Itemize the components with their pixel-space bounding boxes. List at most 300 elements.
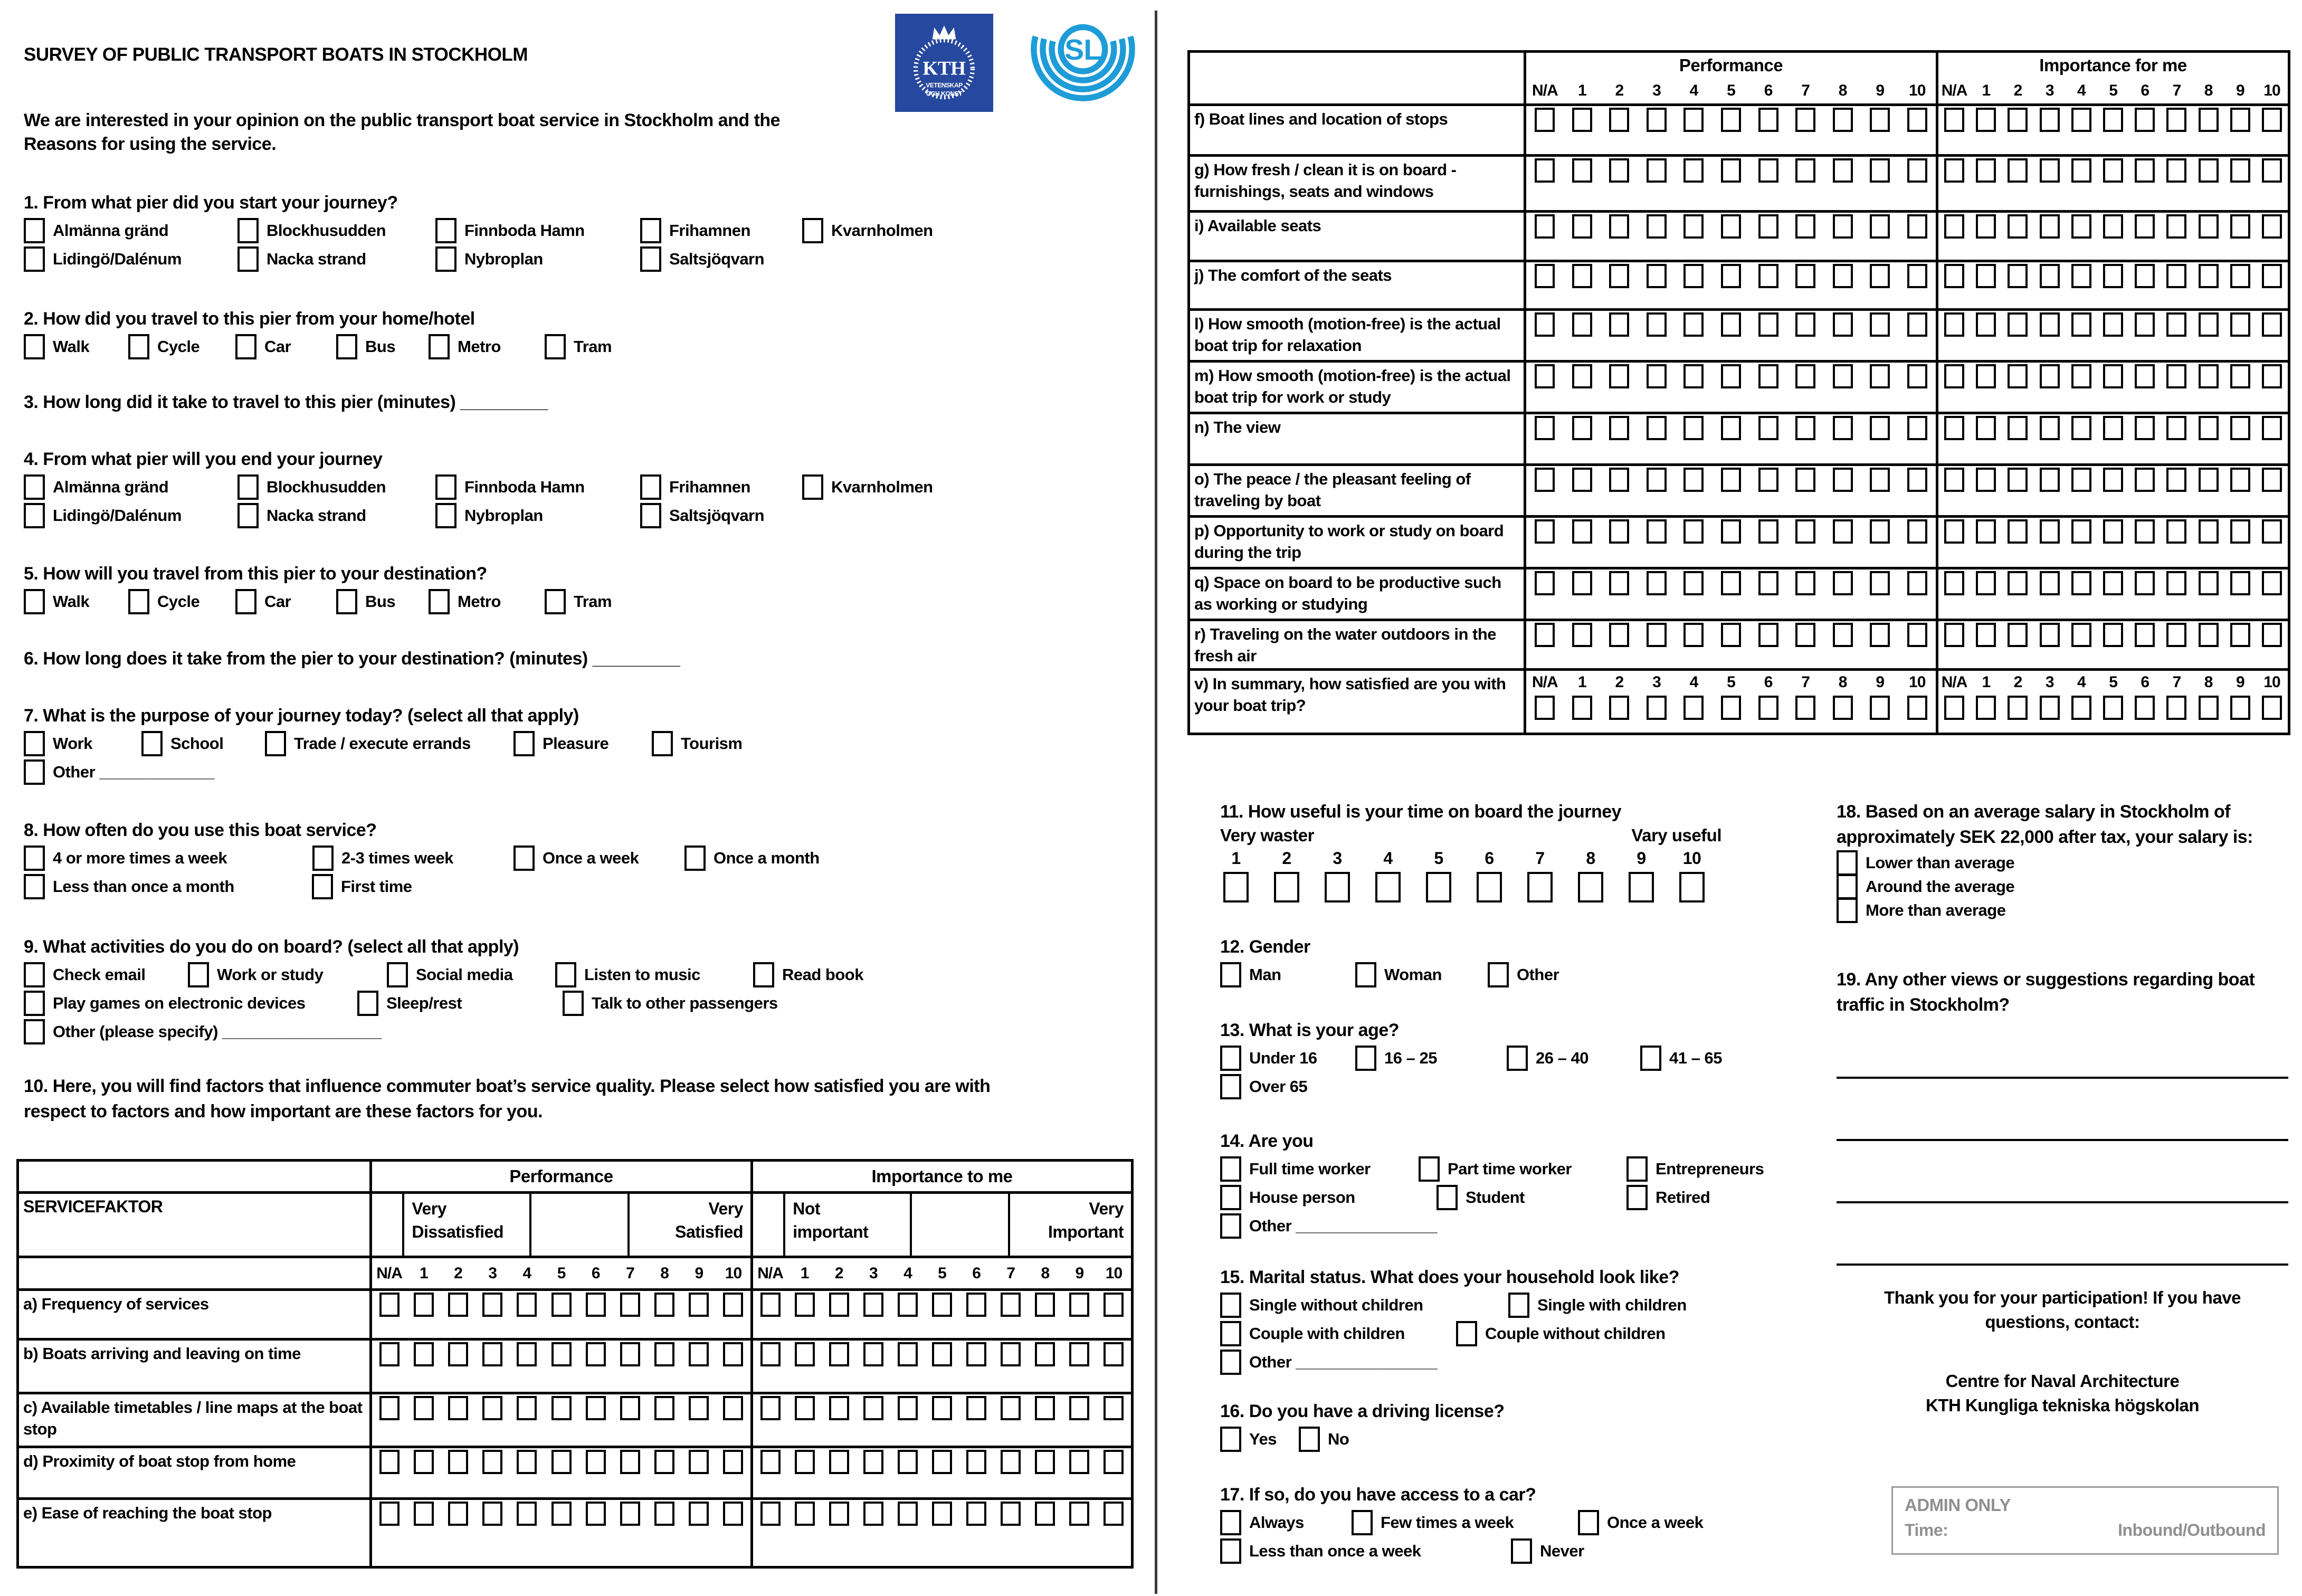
rating-checkbox-5[interactable] xyxy=(2103,214,2123,239)
rating-checkbox-8[interactable] xyxy=(654,1293,674,1317)
rating-checkbox-4[interactable] xyxy=(1683,158,1704,183)
rating-checkbox-7[interactable] xyxy=(1001,1293,1021,1317)
rating-checkbox-6[interactable] xyxy=(2135,623,2155,647)
rating-checkbox-2[interactable] xyxy=(1609,364,1629,388)
rating-checkbox-4[interactable] xyxy=(2071,264,2091,288)
rating-checkbox-10[interactable] xyxy=(2262,264,2282,288)
rating-checkbox-10[interactable] xyxy=(2262,623,2282,647)
rating-checkbox-9[interactable] xyxy=(2230,312,2250,337)
rating-checkbox-7[interactable] xyxy=(2166,696,2186,720)
rating-checkbox-6[interactable] xyxy=(1758,468,1778,492)
rating-checkbox-6[interactable] xyxy=(1758,364,1778,388)
checkbox-first-time[interactable] xyxy=(312,874,333,899)
rating-checkbox-2[interactable] xyxy=(829,1342,849,1366)
checkbox-tram[interactable] xyxy=(545,589,566,614)
checkbox-41-65[interactable] xyxy=(1640,1046,1661,1071)
rating-checkbox-2[interactable] xyxy=(2008,158,2028,183)
rating-checkbox-4[interactable] xyxy=(517,1502,537,1526)
checkbox-always[interactable] xyxy=(1220,1510,1241,1535)
rating-checkbox-7[interactable] xyxy=(1795,214,1815,239)
rating-checkbox-8[interactable] xyxy=(2199,696,2219,720)
rating-checkbox-8[interactable] xyxy=(654,1396,674,1420)
rating-checkbox-5[interactable] xyxy=(2103,312,2123,337)
rating-checkbox-9[interactable] xyxy=(1069,1502,1089,1526)
checkbox-other[interactable] xyxy=(1220,1350,1241,1375)
rating-checkbox-n-a[interactable] xyxy=(1535,571,1555,595)
rating-checkbox-1[interactable] xyxy=(795,1450,815,1474)
checkbox-liding-dal-num[interactable] xyxy=(24,246,45,272)
rating-checkbox-8[interactable] xyxy=(1035,1450,1055,1474)
rating-checkbox-2[interactable] xyxy=(2008,312,2028,337)
rating-checkbox-5[interactable] xyxy=(2103,108,2123,132)
rating-checkbox-7[interactable] xyxy=(1795,108,1815,132)
rating-checkbox-7[interactable] xyxy=(1795,468,1815,492)
rating-checkbox-5[interactable] xyxy=(2103,364,2123,388)
checkbox-play-games-on-electronic-devices[interactable] xyxy=(24,991,45,1016)
checkbox-metro[interactable] xyxy=(429,589,450,614)
rating-checkbox-3[interactable] xyxy=(482,1293,502,1317)
rating-checkbox-4[interactable] xyxy=(1683,364,1704,388)
rating-checkbox-9[interactable] xyxy=(2230,364,2250,388)
rating-checkbox-1[interactable] xyxy=(1572,108,1592,132)
checkbox-single-without-children[interactable] xyxy=(1220,1293,1241,1318)
rating-checkbox-10[interactable] xyxy=(2262,312,2282,337)
checkbox-entrepreneurs[interactable] xyxy=(1626,1156,1648,1182)
rating-checkbox-1[interactable] xyxy=(1976,264,1996,288)
rating-checkbox-2[interactable] xyxy=(1609,571,1629,595)
rating-checkbox-6[interactable] xyxy=(1758,623,1778,647)
checkbox-check-email[interactable] xyxy=(24,962,45,987)
rating-checkbox-9[interactable] xyxy=(689,1396,709,1420)
rating-checkbox-3[interactable] xyxy=(1647,696,1667,720)
checkbox-liding-dal-num[interactable] xyxy=(24,503,45,528)
rating-checkbox-n-a[interactable] xyxy=(760,1396,781,1420)
checkbox-finnboda-hamn[interactable] xyxy=(435,474,456,500)
rating-checkbox-8[interactable] xyxy=(1035,1396,1055,1420)
rating-checkbox-6[interactable] xyxy=(2135,312,2155,337)
rating-checkbox-7[interactable] xyxy=(1001,1396,1021,1420)
rating-checkbox-2[interactable] xyxy=(448,1293,468,1317)
rating-checkbox-6[interactable] xyxy=(2135,696,2155,720)
rating-checkbox-1[interactable] xyxy=(1572,416,1592,440)
rating-checkbox-3[interactable] xyxy=(2040,108,2060,132)
checkbox-no[interactable] xyxy=(1299,1427,1320,1452)
checkbox-man[interactable] xyxy=(1220,962,1241,987)
rating-checkbox-7[interactable] xyxy=(2166,158,2186,183)
rating-checkbox-9[interactable] xyxy=(2230,214,2250,239)
rating-checkbox-5[interactable] xyxy=(1721,364,1741,388)
rating-checkbox-7[interactable] xyxy=(1795,158,1815,183)
rating-checkbox-2[interactable] xyxy=(2008,519,2028,544)
rating-checkbox-4[interactable] xyxy=(1683,696,1704,720)
checkbox-kvarnholmen[interactable] xyxy=(802,218,823,243)
rating-checkbox-7[interactable] xyxy=(2166,623,2186,647)
checkbox-part-time-worker[interactable] xyxy=(1419,1156,1440,1182)
rating-checkbox-1[interactable] xyxy=(414,1342,434,1366)
rating-checkbox-5[interactable] xyxy=(1721,571,1741,595)
rating-checkbox-8[interactable] xyxy=(1035,1502,1055,1526)
rating-checkbox-6[interactable] xyxy=(2135,214,2155,239)
rating-checkbox-10[interactable] xyxy=(1679,872,1705,902)
rating-checkbox-8[interactable] xyxy=(1833,364,1853,388)
rating-checkbox-8[interactable] xyxy=(2199,519,2219,544)
checkbox-work-or-study[interactable] xyxy=(188,962,209,987)
rating-checkbox-9[interactable] xyxy=(2230,108,2250,132)
rating-checkbox-5[interactable] xyxy=(1721,158,1741,183)
rating-checkbox-4[interactable] xyxy=(898,1450,918,1474)
rating-checkbox-2[interactable] xyxy=(829,1450,849,1474)
rating-checkbox-1[interactable] xyxy=(414,1450,434,1474)
rating-checkbox-7[interactable] xyxy=(2166,416,2186,440)
rating-checkbox-2[interactable] xyxy=(448,1342,468,1366)
rating-checkbox-2[interactable] xyxy=(1609,108,1629,132)
rating-checkbox-2[interactable] xyxy=(2008,264,2028,288)
rating-checkbox-3[interactable] xyxy=(2040,416,2060,440)
rating-checkbox-1[interactable] xyxy=(1976,519,1996,544)
rating-checkbox-5[interactable] xyxy=(1721,214,1741,239)
answer-line[interactable] xyxy=(1837,1139,2288,1141)
answer-line[interactable] xyxy=(1837,1077,2288,1079)
rating-checkbox-6[interactable] xyxy=(2135,108,2155,132)
rating-checkbox-7[interactable] xyxy=(2166,571,2186,595)
rating-checkbox-10[interactable] xyxy=(2262,108,2282,132)
rating-checkbox-3[interactable] xyxy=(863,1502,883,1526)
rating-checkbox-7[interactable] xyxy=(2166,519,2186,544)
rating-checkbox-6[interactable] xyxy=(1758,264,1778,288)
checkbox-sleep-rest[interactable] xyxy=(357,991,378,1016)
rating-checkbox-4[interactable] xyxy=(2071,468,2091,492)
rating-checkbox-9[interactable] xyxy=(1069,1293,1089,1317)
rating-checkbox-8[interactable] xyxy=(2199,108,2219,132)
rating-checkbox-5[interactable] xyxy=(1721,108,1741,132)
checkbox-metro[interactable] xyxy=(429,334,450,359)
rating-checkbox-1[interactable] xyxy=(795,1293,815,1317)
rating-checkbox-4[interactable] xyxy=(2071,416,2091,440)
rating-checkbox-9[interactable] xyxy=(1870,468,1890,492)
rating-checkbox-8[interactable] xyxy=(654,1342,674,1366)
checkbox-couple-with-children[interactable] xyxy=(1220,1321,1241,1346)
rating-checkbox-n-a[interactable] xyxy=(1944,623,1964,647)
rating-checkbox-9[interactable] xyxy=(2230,571,2250,595)
rating-checkbox-1[interactable] xyxy=(1976,571,1996,595)
checkbox-less-than-once-a-week[interactable] xyxy=(1220,1538,1241,1564)
rating-checkbox-7[interactable] xyxy=(1001,1342,1021,1366)
rating-checkbox-3[interactable] xyxy=(1647,364,1667,388)
rating-checkbox-4[interactable] xyxy=(898,1293,918,1317)
rating-checkbox-2[interactable] xyxy=(1609,696,1629,720)
rating-checkbox-10[interactable] xyxy=(1104,1342,1124,1366)
checkbox-walk[interactable] xyxy=(24,589,45,614)
rating-checkbox-9[interactable] xyxy=(2230,158,2250,183)
rating-checkbox-8[interactable] xyxy=(1833,571,1853,595)
rating-checkbox-1[interactable] xyxy=(1976,416,1996,440)
rating-checkbox-10[interactable] xyxy=(1907,623,1927,647)
rating-checkbox-3[interactable] xyxy=(1325,872,1350,902)
rating-checkbox-1[interactable] xyxy=(414,1396,434,1420)
rating-checkbox-9[interactable] xyxy=(1069,1396,1089,1420)
checkbox-other-please-specify[interactable] xyxy=(24,1019,45,1044)
rating-checkbox-3[interactable] xyxy=(2040,468,2060,492)
rating-checkbox-8[interactable] xyxy=(2199,364,2219,388)
rating-checkbox-4[interactable] xyxy=(1683,108,1704,132)
rating-checkbox-10[interactable] xyxy=(723,1396,743,1420)
rating-checkbox-9[interactable] xyxy=(1870,312,1890,337)
rating-checkbox-4[interactable] xyxy=(2071,312,2091,337)
rating-checkbox-8[interactable] xyxy=(1833,623,1853,647)
rating-checkbox-3[interactable] xyxy=(863,1342,883,1366)
rating-checkbox-8[interactable] xyxy=(1833,468,1853,492)
rating-checkbox-6[interactable] xyxy=(966,1396,986,1420)
rating-checkbox-6[interactable] xyxy=(1758,312,1778,337)
rating-checkbox-1[interactable] xyxy=(1572,264,1592,288)
checkbox-trade-execute-errands[interactable] xyxy=(265,731,286,756)
rating-checkbox-9[interactable] xyxy=(689,1502,709,1526)
rating-checkbox-n-a[interactable] xyxy=(1944,214,1964,239)
rating-checkbox-5[interactable] xyxy=(932,1342,952,1366)
rating-checkbox-n-a[interactable] xyxy=(760,1450,781,1474)
rating-checkbox-2[interactable] xyxy=(1609,214,1629,239)
rating-checkbox-5[interactable] xyxy=(1721,519,1741,544)
rating-checkbox-5[interactable] xyxy=(1721,468,1741,492)
rating-checkbox-1[interactable] xyxy=(1976,696,1996,720)
rating-checkbox-8[interactable] xyxy=(1578,872,1603,902)
checkbox-nybroplan[interactable] xyxy=(435,503,456,528)
checkbox-frihamnen[interactable] xyxy=(640,218,661,243)
rating-checkbox-5[interactable] xyxy=(932,1502,952,1526)
rating-checkbox-10[interactable] xyxy=(1907,214,1927,239)
admin-inbound-outbound-label[interactable]: Inbound/Outbound xyxy=(2118,1521,2266,1540)
answer-line[interactable] xyxy=(1837,1201,2288,1203)
rating-checkbox-6[interactable] xyxy=(2135,416,2155,440)
rating-checkbox-2[interactable] xyxy=(2008,623,2028,647)
rating-checkbox-2[interactable] xyxy=(1609,312,1629,337)
rating-checkbox-6[interactable] xyxy=(1758,108,1778,132)
rating-checkbox-10[interactable] xyxy=(723,1502,743,1526)
rating-checkbox-1[interactable] xyxy=(1572,214,1592,239)
rating-checkbox-2[interactable] xyxy=(2008,364,2028,388)
rating-checkbox-4[interactable] xyxy=(2071,623,2091,647)
rating-checkbox-2[interactable] xyxy=(1609,264,1629,288)
rating-checkbox-3[interactable] xyxy=(863,1293,883,1317)
rating-checkbox-n-a[interactable] xyxy=(1535,364,1555,388)
rating-checkbox-n-a[interactable] xyxy=(1535,312,1555,337)
rating-checkbox-1[interactable] xyxy=(795,1342,815,1366)
rating-checkbox-10[interactable] xyxy=(1907,468,1927,492)
rating-checkbox-n-a[interactable] xyxy=(1535,696,1555,720)
checkbox-saltsj-qvarn[interactable] xyxy=(640,246,661,272)
rating-checkbox-3[interactable] xyxy=(482,1450,502,1474)
rating-checkbox-3[interactable] xyxy=(2040,623,2060,647)
rating-checkbox-5[interactable] xyxy=(2103,571,2123,595)
rating-checkbox-n-a[interactable] xyxy=(1944,264,1964,288)
rating-checkbox-3[interactable] xyxy=(2040,158,2060,183)
rating-checkbox-7[interactable] xyxy=(2166,312,2186,337)
checkbox-student[interactable] xyxy=(1437,1185,1458,1210)
rating-checkbox-3[interactable] xyxy=(482,1396,502,1420)
rating-checkbox-9[interactable] xyxy=(2230,696,2250,720)
rating-checkbox-10[interactable] xyxy=(1907,416,1927,440)
checkbox-26-40[interactable] xyxy=(1507,1046,1528,1071)
rating-checkbox-4[interactable] xyxy=(2071,214,2091,239)
rating-checkbox-7[interactable] xyxy=(1795,571,1815,595)
rating-checkbox-2[interactable] xyxy=(2008,696,2028,720)
checkbox-frihamnen[interactable] xyxy=(640,474,661,500)
rating-checkbox-3[interactable] xyxy=(1647,571,1667,595)
rating-checkbox-9[interactable] xyxy=(1870,519,1890,544)
checkbox-once-a-week[interactable] xyxy=(513,846,535,871)
rating-checkbox-9[interactable] xyxy=(1870,108,1890,132)
rating-checkbox-9[interactable] xyxy=(1629,872,1654,902)
rating-checkbox-4[interactable] xyxy=(2071,519,2091,544)
rating-checkbox-1[interactable] xyxy=(1976,623,1996,647)
rating-checkbox-5[interactable] xyxy=(2103,696,2123,720)
checkbox-talk-to-other-passengers[interactable] xyxy=(563,991,584,1016)
rating-checkbox-10[interactable] xyxy=(1104,1502,1124,1526)
rating-checkbox-n-a[interactable] xyxy=(1535,519,1555,544)
rating-checkbox-8[interactable] xyxy=(1833,519,1853,544)
rating-checkbox-4[interactable] xyxy=(2071,108,2091,132)
rating-checkbox-3[interactable] xyxy=(863,1450,883,1474)
rating-checkbox-6[interactable] xyxy=(586,1502,606,1526)
rating-checkbox-8[interactable] xyxy=(1833,416,1853,440)
rating-checkbox-10[interactable] xyxy=(1907,264,1927,288)
rating-checkbox-4[interactable] xyxy=(898,1502,918,1526)
checkbox-couple-without-children[interactable] xyxy=(1456,1321,1477,1346)
rating-checkbox-7[interactable] xyxy=(1795,264,1815,288)
rating-checkbox-6[interactable] xyxy=(966,1502,986,1526)
rating-checkbox-n-a[interactable] xyxy=(1944,468,1964,492)
rating-checkbox-4[interactable] xyxy=(898,1396,918,1420)
rating-checkbox-10[interactable] xyxy=(1907,571,1927,595)
rating-checkbox-1[interactable] xyxy=(1223,872,1249,902)
rating-checkbox-3[interactable] xyxy=(2040,364,2060,388)
checkbox-walk[interactable] xyxy=(24,334,45,359)
rating-checkbox-6[interactable] xyxy=(586,1450,606,1474)
rating-checkbox-n-a[interactable] xyxy=(1944,571,1964,595)
rating-checkbox-9[interactable] xyxy=(2230,623,2250,647)
rating-checkbox-n-a[interactable] xyxy=(1944,364,1964,388)
rating-checkbox-6[interactable] xyxy=(966,1450,986,1474)
checkbox-nacka-strand[interactable] xyxy=(237,503,259,528)
checkbox-retired[interactable] xyxy=(1626,1185,1648,1210)
answer-line[interactable] xyxy=(1837,1264,2288,1266)
rating-checkbox-5[interactable] xyxy=(1426,872,1451,902)
rating-checkbox-7[interactable] xyxy=(620,1396,640,1420)
rating-checkbox-n-a[interactable] xyxy=(1535,416,1555,440)
rating-checkbox-n-a[interactable] xyxy=(1944,108,1964,132)
checkbox-tourism[interactable] xyxy=(652,731,673,756)
rating-checkbox-10[interactable] xyxy=(1104,1450,1124,1474)
checkbox-cycle[interactable] xyxy=(128,334,149,359)
rating-checkbox-10[interactable] xyxy=(2262,416,2282,440)
rating-checkbox-n-a[interactable] xyxy=(1944,312,1964,337)
rating-checkbox-n-a[interactable] xyxy=(1535,468,1555,492)
rating-checkbox-10[interactable] xyxy=(723,1293,743,1317)
rating-checkbox-n-a[interactable] xyxy=(1535,158,1555,183)
rating-checkbox-9[interactable] xyxy=(689,1293,709,1317)
rating-checkbox-4[interactable] xyxy=(2071,571,2091,595)
rating-checkbox-4[interactable] xyxy=(517,1450,537,1474)
rating-checkbox-3[interactable] xyxy=(2040,264,2060,288)
rating-checkbox-7[interactable] xyxy=(1001,1502,1021,1526)
rating-checkbox-10[interactable] xyxy=(723,1450,743,1474)
checkbox-few-times-a-week[interactable] xyxy=(1352,1510,1373,1535)
rating-checkbox-8[interactable] xyxy=(1833,108,1853,132)
checkbox-kvarnholmen[interactable] xyxy=(802,474,823,500)
rating-checkbox-7[interactable] xyxy=(2166,468,2186,492)
rating-checkbox-7[interactable] xyxy=(1795,696,1815,720)
rating-checkbox-4[interactable] xyxy=(517,1342,537,1366)
checkbox-around-the-average[interactable] xyxy=(1837,874,1858,899)
rating-checkbox-2[interactable] xyxy=(1609,468,1629,492)
rating-checkbox-5[interactable] xyxy=(932,1293,952,1317)
rating-checkbox-1[interactable] xyxy=(414,1293,434,1317)
rating-checkbox-6[interactable] xyxy=(2135,364,2155,388)
rating-checkbox-10[interactable] xyxy=(2262,158,2282,183)
rating-checkbox-4[interactable] xyxy=(1375,872,1401,902)
rating-checkbox-6[interactable] xyxy=(2135,468,2155,492)
rating-checkbox-9[interactable] xyxy=(1870,623,1890,647)
rating-checkbox-n-a[interactable] xyxy=(1535,264,1555,288)
checkbox-blockhusudden[interactable] xyxy=(237,474,259,500)
rating-checkbox-10[interactable] xyxy=(1907,108,1927,132)
rating-checkbox-6[interactable] xyxy=(1758,416,1778,440)
checkbox-never[interactable] xyxy=(1511,1538,1532,1564)
rating-checkbox-3[interactable] xyxy=(2040,696,2060,720)
rating-checkbox-3[interactable] xyxy=(2040,312,2060,337)
rating-checkbox-n-a[interactable] xyxy=(379,1293,399,1317)
rating-checkbox-6[interactable] xyxy=(586,1293,606,1317)
rating-checkbox-9[interactable] xyxy=(1870,158,1890,183)
rating-checkbox-6[interactable] xyxy=(1477,872,1502,902)
rating-checkbox-6[interactable] xyxy=(2135,264,2155,288)
rating-checkbox-4[interactable] xyxy=(1683,214,1704,239)
rating-checkbox-1[interactable] xyxy=(795,1396,815,1420)
rating-checkbox-n-a[interactable] xyxy=(760,1342,781,1366)
rating-checkbox-2[interactable] xyxy=(1609,623,1629,647)
rating-checkbox-5[interactable] xyxy=(551,1502,572,1526)
rating-checkbox-2[interactable] xyxy=(2008,214,2028,239)
rating-checkbox-8[interactable] xyxy=(1035,1342,1055,1366)
rating-checkbox-2[interactable] xyxy=(2008,416,2028,440)
rating-checkbox-8[interactable] xyxy=(2199,264,2219,288)
checkbox-other[interactable] xyxy=(1220,1213,1241,1239)
rating-checkbox-n-a[interactable] xyxy=(760,1293,781,1317)
rating-checkbox-7[interactable] xyxy=(2166,364,2186,388)
rating-checkbox-6[interactable] xyxy=(2135,519,2155,544)
rating-checkbox-6[interactable] xyxy=(2135,571,2155,595)
rating-checkbox-4[interactable] xyxy=(2071,158,2091,183)
rating-checkbox-5[interactable] xyxy=(2103,468,2123,492)
rating-checkbox-8[interactable] xyxy=(2199,571,2219,595)
checkbox-pleasure[interactable] xyxy=(513,731,535,756)
checkbox-nacka-strand[interactable] xyxy=(237,246,259,272)
checkbox-car[interactable] xyxy=(235,589,256,614)
checkbox-school[interactable] xyxy=(141,731,163,756)
checkbox-full-time-worker[interactable] xyxy=(1220,1156,1241,1182)
rating-checkbox-6[interactable] xyxy=(586,1342,606,1366)
rating-checkbox-7[interactable] xyxy=(620,1293,640,1317)
rating-checkbox-4[interactable] xyxy=(1683,519,1704,544)
checkbox-tram[interactable] xyxy=(545,334,566,359)
rating-checkbox-5[interactable] xyxy=(1721,623,1741,647)
rating-checkbox-5[interactable] xyxy=(551,1396,572,1420)
rating-checkbox-5[interactable] xyxy=(2103,264,2123,288)
checkbox-bus[interactable] xyxy=(336,589,357,614)
rating-checkbox-10[interactable] xyxy=(1907,364,1927,388)
rating-checkbox-1[interactable] xyxy=(1976,312,1996,337)
rating-checkbox-1[interactable] xyxy=(1572,696,1592,720)
